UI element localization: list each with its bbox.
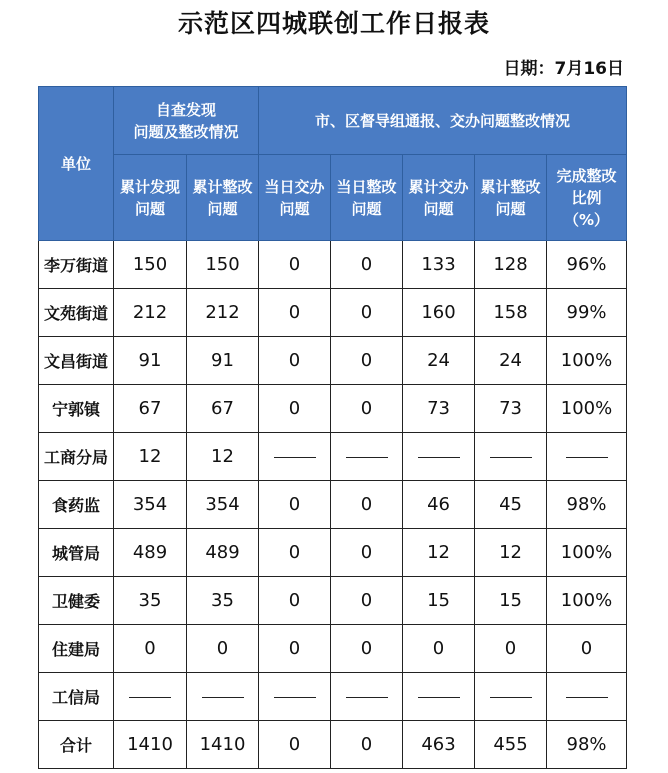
row-unit-label: 文苑街道 — [39, 289, 114, 337]
row-unit-label: 文昌街道 — [39, 337, 114, 385]
cell-completion-ratio: 96% — [547, 241, 627, 289]
cell-cumulative-found: 91 — [114, 337, 187, 385]
header-self-check-group: 自查发现 问题及整改情况 — [114, 87, 259, 155]
cell-cumulative-fixed-self: 67 — [187, 385, 259, 433]
cell-daily-fixed: 0 — [331, 289, 403, 337]
cell-cumulative-fixed: 158 — [475, 289, 547, 337]
cell-cumulative-fixed-self: 212 — [187, 289, 259, 337]
cell-cumulative-fixed: 455 — [475, 721, 547, 769]
row-unit-label: 合计 — [39, 721, 114, 769]
cell-daily-assigned: 0 — [259, 385, 331, 433]
cell-cumulative-fixed — [475, 433, 547, 481]
row-unit-label: 工商分局 — [39, 433, 114, 481]
row-unit-label: 李万街道 — [39, 241, 114, 289]
cell-completion-ratio: 0 — [547, 625, 627, 673]
cell-cumulative-assigned: 160 — [403, 289, 475, 337]
table-body — [39, 241, 627, 769]
empty-dash — [274, 457, 316, 458]
cell-cumulative-assigned — [403, 673, 475, 721]
cell-cumulative-assigned: 46 — [403, 481, 475, 529]
cell-cumulative-fixed: 24 — [475, 337, 547, 385]
cell-daily-assigned: 0 — [259, 625, 331, 673]
cell-cumulative-assigned: 133 — [403, 241, 475, 289]
empty-dash — [418, 697, 460, 698]
cell-completion-ratio: 98% — [547, 721, 627, 769]
cell-cumulative-found — [114, 673, 187, 721]
cell-completion-ratio: 100% — [547, 529, 627, 577]
table-row — [39, 481, 627, 529]
cell-cumulative-found: 12 — [114, 433, 187, 481]
cell-daily-fixed: 0 — [331, 337, 403, 385]
empty-dash — [346, 457, 388, 458]
table-row — [39, 577, 627, 625]
cell-daily-fixed — [331, 673, 403, 721]
cell-cumulative-fixed-self: 354 — [187, 481, 259, 529]
cell-cumulative-fixed-self: 0 — [187, 625, 259, 673]
cell-cumulative-assigned: 12 — [403, 529, 475, 577]
report-title: 示范区四城联创工作日报表 — [177, 9, 490, 38]
cell-daily-assigned: 0 — [259, 241, 331, 289]
cell-cumulative-assigned: 15 — [403, 577, 475, 625]
cell-cumulative-assigned: 0 — [403, 625, 475, 673]
cell-cumulative-found: 0 — [114, 625, 187, 673]
cell-daily-fixed: 0 — [331, 385, 403, 433]
cell-cumulative-fixed-self: 12 — [187, 433, 259, 481]
header-col-daily-assigned: 当日交办 问题 — [259, 155, 331, 241]
cell-cumulative-assigned — [403, 433, 475, 481]
cell-cumulative-fixed: 12 — [475, 529, 547, 577]
cell-cumulative-found: 35 — [114, 577, 187, 625]
cell-daily-fixed: 0 — [331, 721, 403, 769]
cell-cumulative-fixed-self: 1410 — [187, 721, 259, 769]
cell-cumulative-found: 67 — [114, 385, 187, 433]
cell-cumulative-fixed-self — [187, 673, 259, 721]
empty-dash — [418, 457, 460, 458]
cell-completion-ratio: 100% — [547, 577, 627, 625]
cell-daily-assigned: 0 — [259, 577, 331, 625]
empty-dash — [490, 697, 532, 698]
cell-completion-ratio — [547, 433, 627, 481]
cell-cumulative-fixed-self: 35 — [187, 577, 259, 625]
table-row — [39, 241, 627, 289]
table-row — [39, 289, 627, 337]
cell-cumulative-fixed: 45 — [475, 481, 547, 529]
cell-completion-ratio: 100% — [547, 337, 627, 385]
cell-daily-assigned: 0 — [259, 289, 331, 337]
row-unit-label: 住建局 — [39, 625, 114, 673]
empty-dash — [490, 457, 532, 458]
cell-daily-fixed: 0 — [331, 625, 403, 673]
cell-daily-assigned: 0 — [259, 337, 331, 385]
cell-cumulative-found: 489 — [114, 529, 187, 577]
cell-cumulative-fixed-self: 91 — [187, 337, 259, 385]
cell-completion-ratio: 98% — [547, 481, 627, 529]
cell-completion-ratio: 100% — [547, 385, 627, 433]
cell-daily-fixed: 0 — [331, 481, 403, 529]
header-col-cumulative-found: 累计发现 问题 — [114, 155, 187, 241]
cell-cumulative-fixed: 0 — [475, 625, 547, 673]
cell-daily-fixed — [331, 433, 403, 481]
cell-cumulative-assigned: 24 — [403, 337, 475, 385]
header-col-cumulative-fixed: 累计整改 问题 — [475, 155, 547, 241]
report-date: 日期：7月16日 — [503, 59, 624, 79]
cell-cumulative-fixed-self: 150 — [187, 241, 259, 289]
cell-completion-ratio — [547, 673, 627, 721]
daily-report-table — [38, 86, 627, 769]
cell-daily-fixed: 0 — [331, 529, 403, 577]
cell-cumulative-fixed: 73 — [475, 385, 547, 433]
table-row — [39, 673, 627, 721]
cell-cumulative-assigned: 463 — [403, 721, 475, 769]
empty-dash — [129, 697, 171, 698]
table-row — [39, 337, 627, 385]
row-unit-label: 城管局 — [39, 529, 114, 577]
header-supervision-group: 市、区督导组通报、交办问题整改情况 — [259, 87, 627, 155]
cell-daily-fixed: 0 — [331, 241, 403, 289]
header-col-completion-ratio: 完成整改 比例 （%） — [547, 155, 627, 241]
row-unit-label: 工信局 — [39, 673, 114, 721]
cell-cumulative-fixed: 15 — [475, 577, 547, 625]
table-row — [39, 385, 627, 433]
empty-dash — [346, 697, 388, 698]
row-unit-label: 卫健委 — [39, 577, 114, 625]
cell-completion-ratio: 99% — [547, 289, 627, 337]
header-col-cumulative-fixed-self: 累计整改 问题 — [187, 155, 259, 241]
cell-daily-assigned: 0 — [259, 481, 331, 529]
cell-daily-assigned — [259, 673, 331, 721]
empty-dash — [274, 697, 316, 698]
header-col-daily-fixed: 当日整改 问题 — [331, 155, 403, 241]
cell-cumulative-fixed-self: 489 — [187, 529, 259, 577]
cell-cumulative-fixed: 128 — [475, 241, 547, 289]
cell-cumulative-found: 1410 — [114, 721, 187, 769]
cell-cumulative-fixed — [475, 673, 547, 721]
table-row — [39, 433, 627, 481]
row-unit-label: 宁郭镇 — [39, 385, 114, 433]
row-unit-label: 食药监 — [39, 481, 114, 529]
header-col-cumulative-assigned: 累计交办 问题 — [403, 155, 475, 241]
cell-daily-assigned: 0 — [259, 529, 331, 577]
empty-dash — [202, 697, 244, 698]
cell-cumulative-found: 212 — [114, 289, 187, 337]
header-unit: 单位 — [39, 87, 114, 241]
empty-dash — [566, 457, 608, 458]
table-row — [39, 625, 627, 673]
cell-daily-fixed: 0 — [331, 577, 403, 625]
cell-daily-assigned — [259, 433, 331, 481]
cell-cumulative-found: 150 — [114, 241, 187, 289]
empty-dash — [566, 697, 608, 698]
cell-daily-assigned: 0 — [259, 721, 331, 769]
table-row — [39, 529, 627, 577]
table-row — [39, 721, 627, 769]
cell-cumulative-found: 354 — [114, 481, 187, 529]
cell-cumulative-assigned: 73 — [403, 385, 475, 433]
